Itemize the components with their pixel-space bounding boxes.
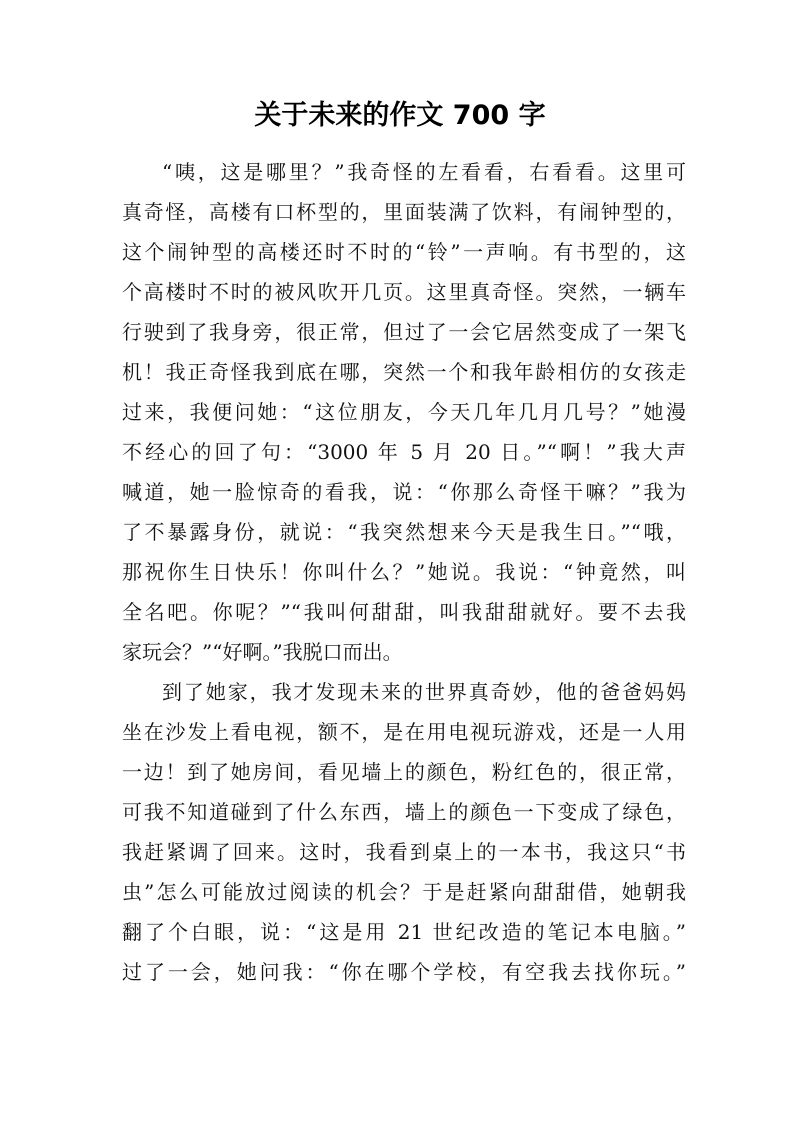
text-line: 真奇怪，高楼有口杯型的，里面装满了饮料，有闹钟型的，: [122, 200, 686, 224]
text-line: 那祝你生日快乐！你叫什么？”她说。我说：“钟竟然，叫: [122, 560, 686, 584]
text-line: 可我不知道碰到了什么东西，墙上的颜色一下变成了绿色，: [122, 800, 686, 824]
text-line: 机！我正奇怪我到底在哪，突然一个和我年龄相仿的女孩走: [122, 360, 686, 384]
text-line: 家玩会？”“好啊。”我脱口而出。: [122, 640, 403, 664]
text-line: 了不暴露身份，就说：“我突然想来今天是我生日。”“哦，: [122, 520, 686, 544]
text-line: 喊道，她一脸惊奇的看我，说：“你那么奇怪干嘛？”我为: [122, 480, 686, 504]
text-line: 这个闹钟型的高楼还时不时的“铃”一声响。有书型的，这: [122, 240, 686, 264]
text-line: 翻了个白眼，说：“这是用 21 世纪改造的笔记本电脑。”: [122, 920, 686, 944]
text-line: 虫”怎么可能放过阅读的机会？于是赶紧向甜甜借，她朝我: [122, 880, 686, 904]
text-line: 个高楼时不时的被风吹开几页。这里真奇怪。突然，一辆车: [122, 280, 686, 304]
text-line: 过了一会，她问我：“你在哪个学校，有空我去找你玩。”: [122, 960, 686, 984]
document-body: [122, 152, 686, 992]
text-line: 到了她家，我才发现未来的世界真奇妙，他的爸爸妈妈: [162, 680, 686, 704]
text-line: 一边！到了她房间，看见墙上的颜色，粉红色的，很正常，: [122, 760, 686, 784]
text-line: “咦，这是哪里？”我奇怪的左看看，右看看。这里可: [162, 160, 686, 184]
text-line: 我赶紧调了回来。这时，我看到桌上的一本书，我这只“书: [122, 840, 686, 864]
paragraph-2: [122, 672, 686, 992]
text-line: 行驶到了我身旁，很正常，但过了一会它居然变成了一架飞: [122, 320, 686, 344]
text-line: 坐在沙发上看电视，额不，是在用电视玩游戏，还是一人用: [122, 720, 686, 744]
paragraph-1: [122, 152, 686, 672]
text-line: 过来，我便问她：“这位朋友，今天几年几月几号？”她漫: [122, 400, 686, 424]
text-line: 全名吧。你呢？”“我叫何甜甜，叫我甜甜就好。要不去我: [122, 600, 686, 624]
text-line: 不经心的回了句：“3000 年 5 月 20 日。”“啊！”我大声: [122, 440, 686, 464]
document-title: 关于未来的作文 700 字: [254, 100, 546, 131]
